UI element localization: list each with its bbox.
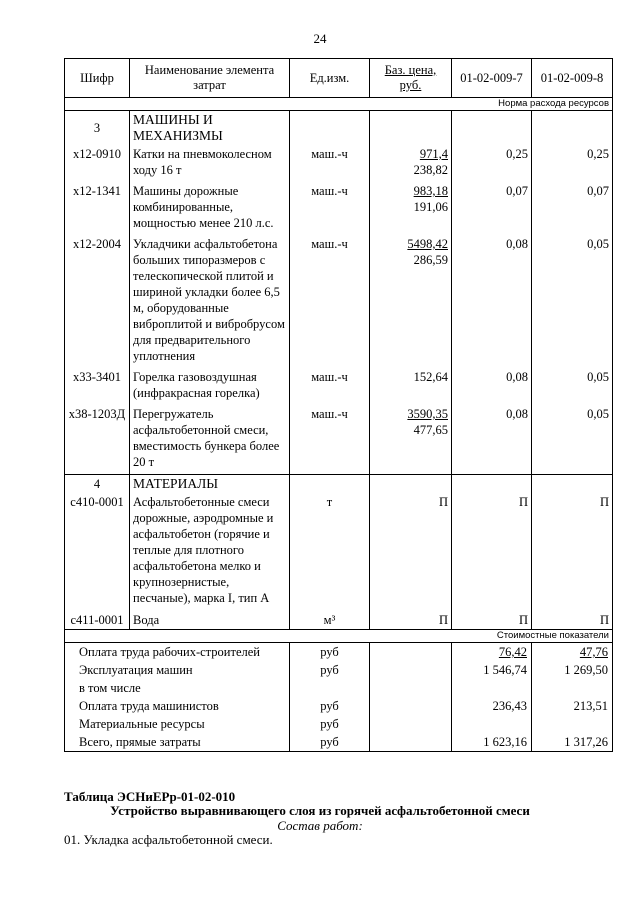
- summary-row: [65, 679, 613, 697]
- header-name: Наименование элемента затрат: [130, 59, 290, 98]
- summary-value-1: [452, 679, 532, 697]
- summary-unit: руб: [290, 715, 370, 733]
- row-price: [370, 235, 452, 365]
- summary-value-1: [452, 733, 532, 752]
- table-subtitle: Устройство выравнивающего слоя из горячей асфальтобетонной смеси: [110, 803, 530, 818]
- header-base-price: Баз. цена, руб.: [370, 59, 452, 98]
- price-bottom: 286,59: [413, 253, 448, 267]
- row-name: Горелка газовоздушная (инфракрасная горелка): [130, 368, 290, 402]
- row-value-2: 0,05: [532, 405, 613, 471]
- header-col2: 01-02-009-8: [532, 59, 613, 98]
- summary-price-empty: [370, 733, 452, 752]
- row-price: [370, 145, 452, 179]
- row-code: х38-1203Д: [65, 405, 130, 471]
- summary-row: [65, 661, 613, 679]
- band-norms-label: Норма расхода ресурсов: [65, 98, 613, 111]
- band-costs: [65, 630, 613, 643]
- summary-value-2-text: 213,51: [573, 699, 608, 713]
- row-value-1: П: [452, 493, 532, 607]
- work-item: 01. Укладка асфальтобетонной смеси.: [64, 832, 273, 847]
- summary-value-1: [452, 661, 532, 679]
- row-value-2: П: [532, 493, 613, 607]
- row-price: П: [370, 493, 452, 607]
- row-unit: маш.-ч: [290, 145, 370, 179]
- row-code: с411-0001: [65, 611, 130, 630]
- section-machines-num: 3: [65, 111, 130, 146]
- table-title: Таблица ЭСНиЕРр-01-02-010: [64, 789, 236, 804]
- row-unit: маш.-ч: [290, 235, 370, 365]
- section-machines-title: МАШИНЫ И МЕХАНИЗМЫ: [130, 111, 290, 146]
- summary-price-empty: [370, 643, 452, 662]
- resource-table: [64, 58, 613, 752]
- row-code: х12-2004: [65, 235, 130, 365]
- summary-value-1: [452, 697, 532, 715]
- row-unit: маш.-ч: [290, 405, 370, 471]
- row-value-2: 0,05: [532, 368, 613, 402]
- row-name: Перегружатель асфальтобетонной смеси, вместимость бункера более 20 т: [130, 405, 290, 471]
- header-code: Шифр: [65, 59, 130, 98]
- row-value-2: 0,25: [532, 145, 613, 179]
- row-unit: т: [290, 493, 370, 607]
- section-machines: [65, 111, 613, 146]
- summary-value-2: [532, 643, 613, 662]
- header-unit: Ед.изм.: [290, 59, 370, 98]
- row-value-1: 0,08: [452, 405, 532, 471]
- price-top: 3590,35: [407, 407, 448, 421]
- summary-row: [65, 697, 613, 715]
- row-code: х33-3401: [65, 368, 130, 402]
- row-name: Катки на пневмоколесном ходу 16 т: [130, 145, 290, 179]
- summary-label: Материальные ресурсы: [65, 715, 290, 733]
- summary-value-2: [532, 661, 613, 679]
- summary-value-1-text: 76,42: [498, 645, 527, 659]
- row-code: х12-1341: [65, 182, 130, 232]
- summary-label: Оплата труда машинистов: [65, 697, 290, 715]
- row-value-1: 0,08: [452, 235, 532, 365]
- summary-label: Всего, прямые затраты: [65, 733, 290, 752]
- summary-value-2-text: 1 317,26: [564, 735, 608, 749]
- band-costs-label: Стоимостные показатели: [65, 630, 613, 643]
- summary-value-2: [532, 679, 613, 697]
- row-value-2: 0,07: [532, 182, 613, 232]
- row-price: П: [370, 611, 452, 630]
- summary-value-2: [532, 715, 613, 733]
- summary-value-2: [532, 697, 613, 715]
- row-unit: маш.-ч: [290, 368, 370, 402]
- summary-value-1-text: 236,43: [492, 699, 527, 713]
- summary-value-1: [452, 643, 532, 662]
- summary-unit: руб: [290, 661, 370, 679]
- summary-unit: [290, 679, 370, 697]
- row-value-2: П: [532, 611, 613, 630]
- row-value-1: 0,08: [452, 368, 532, 402]
- table-row: [65, 405, 613, 471]
- row-unit: маш.-ч: [290, 182, 370, 232]
- summary-unit: руб: [290, 733, 370, 752]
- row-price: [370, 405, 452, 471]
- section-materials-title: МАТЕРИАЛЫ: [130, 475, 290, 494]
- composition-label: Состав работ:: [277, 818, 363, 833]
- section-materials-num: 4: [65, 475, 130, 494]
- band-norms: [65, 98, 613, 111]
- summary-row: [65, 733, 613, 752]
- section-materials: [65, 475, 613, 494]
- summary-value-2: [532, 733, 613, 752]
- page-number: 24: [313, 31, 327, 46]
- row-value-2: 0,05: [532, 235, 613, 365]
- table-row: [65, 145, 613, 179]
- summary-value-1: [452, 715, 532, 733]
- table-row: [65, 368, 613, 402]
- row-price: 152,64: [370, 368, 452, 402]
- summary-price-empty: [370, 715, 452, 733]
- summary-row: [65, 643, 613, 662]
- table-row: [65, 235, 613, 365]
- price-top: 983,18: [413, 184, 448, 198]
- row-name: Вода: [130, 611, 290, 630]
- row-value-1: 0,07: [452, 182, 532, 232]
- row-price: [370, 182, 452, 232]
- row-code: с410-0001: [65, 493, 130, 607]
- summary-row: [65, 715, 613, 733]
- summary-price-empty: [370, 679, 452, 697]
- row-value-1: П: [452, 611, 532, 630]
- summary-unit: руб: [290, 697, 370, 715]
- row-name: Асфальтобетонные смеси дорожные, аэродромные и асфальтобетон (горячие и теплые для плотного асфальтобетона мелко и крупнозернистые, песчаные), марка I, тип А: [130, 493, 290, 607]
- summary-value-1-text: 1 623,16: [483, 735, 527, 749]
- table-header-row: [65, 59, 613, 98]
- table-row: [65, 611, 613, 630]
- price-bottom: 477,65: [413, 423, 448, 437]
- summary-value-2-text: 47,76: [579, 645, 608, 659]
- row-code: х12-0910: [65, 145, 130, 179]
- header-col1: 01-02-009-7: [452, 59, 532, 98]
- summary-label: в том числе: [65, 679, 290, 697]
- summary-label: Эксплуатация машин: [65, 661, 290, 679]
- price-top: 971,4: [419, 147, 448, 161]
- row-name: Машины дорожные комбинированные, мощностью менее 210 л.с.: [130, 182, 290, 232]
- summary-label: Оплата труда рабочих-строителей: [65, 643, 290, 662]
- summary-value-2-text: 1 269,50: [564, 663, 608, 677]
- price-top: 5498,42: [407, 237, 448, 251]
- summary-value-1-text: 1 546,74: [483, 663, 527, 677]
- row-value-1: 0,25: [452, 145, 532, 179]
- price-bottom: 238,82: [413, 163, 448, 177]
- summary-unit: руб: [290, 643, 370, 662]
- row-name: Укладчики асфальтобетона больших типоразмеров с телескопической плитой и шириной укладки более 6,5 м, оборудованные виброплитой и вибробрусом для предварительного уплотнения: [130, 235, 290, 365]
- table-row: [65, 493, 613, 607]
- summary-price-empty: [370, 697, 452, 715]
- summary-price-empty: [370, 661, 452, 679]
- row-unit: м³: [290, 611, 370, 630]
- table-row: [65, 182, 613, 232]
- price-bottom: 191,06: [413, 200, 448, 214]
